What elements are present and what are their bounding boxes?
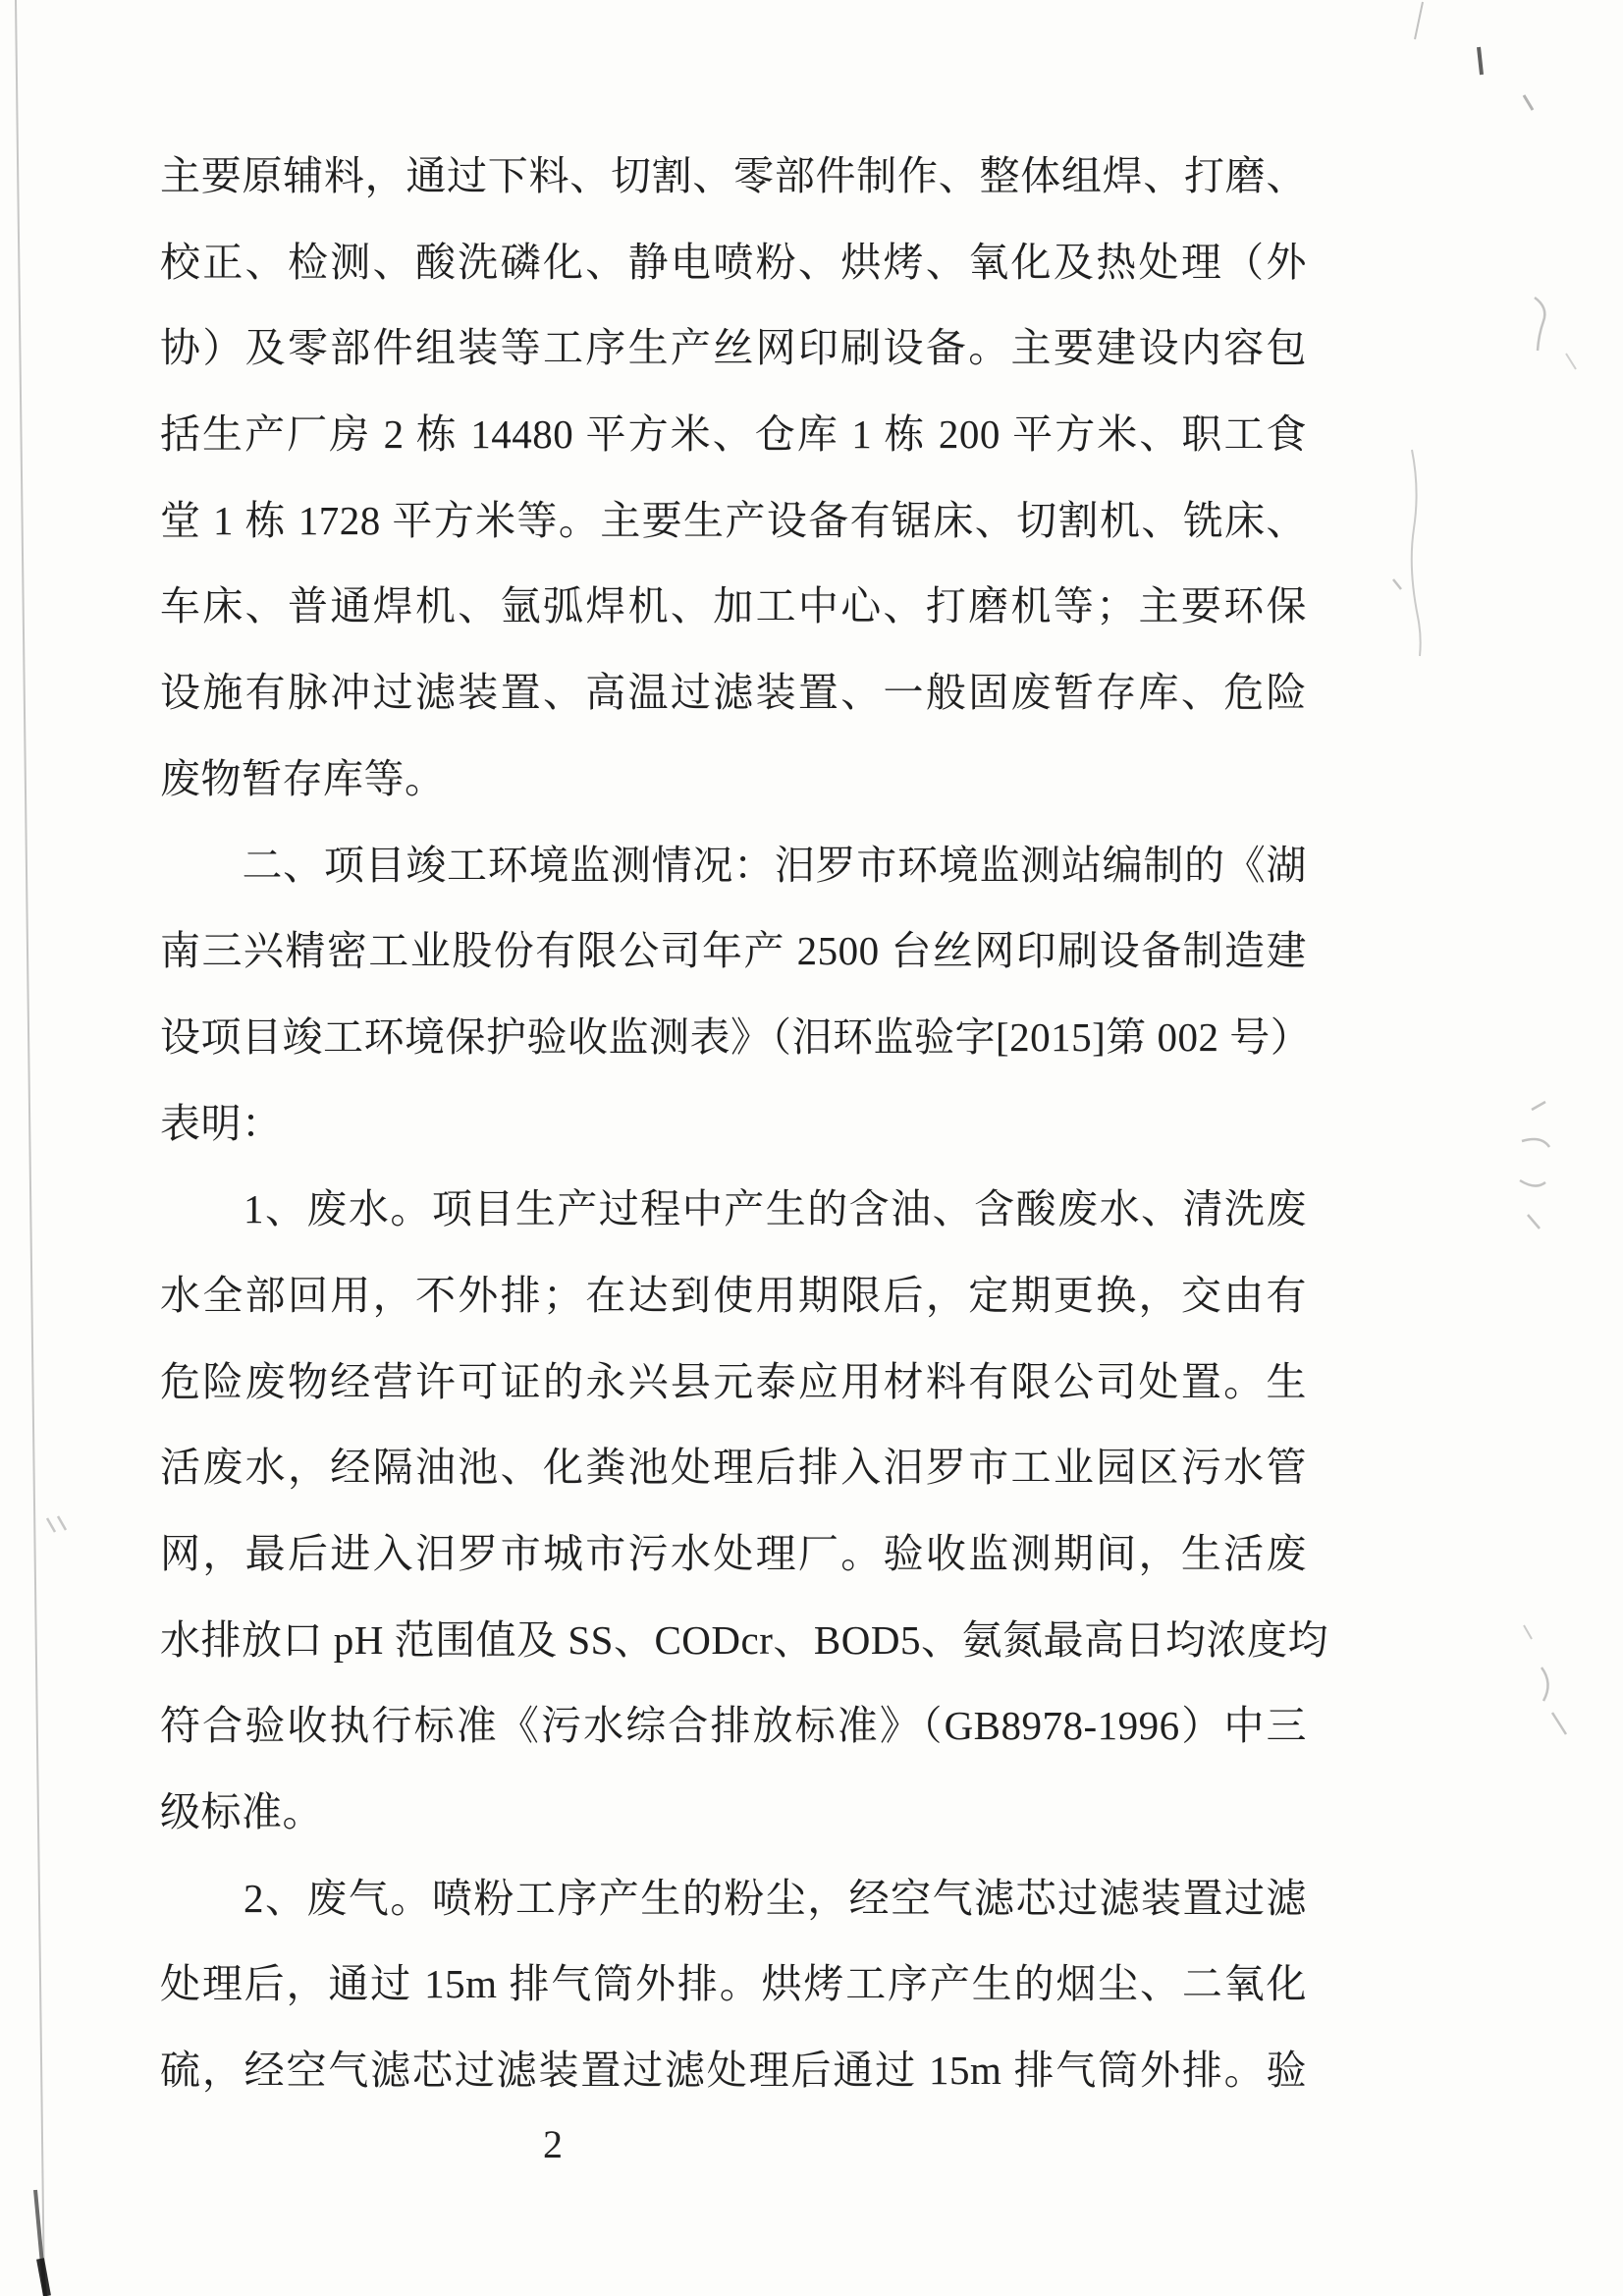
page-fold-line	[16, 0, 44, 2296]
text-line: 二、项目竣工环境监测情况：汨罗市环境监测站编制的《湖	[160, 842, 1307, 888]
scan-smudge	[1479, 47, 1482, 75]
document-body	[160, 134, 1328, 2114]
scan-pencil-line	[1412, 450, 1421, 656]
text-line: 协）及零部件组装等工序生产丝网印刷设备。主要建设内容包	[160, 325, 1307, 371]
scan-scribble	[1542, 1667, 1566, 1734]
text-line: 危险废物经营许可证的永兴县元泰应用材料有限公司处置。生	[160, 1358, 1307, 1404]
text-line: 1、废水。项目生产过程中产生的含油、含酸废水、清洗废	[160, 1186, 1307, 1232]
text-line: 表明：	[160, 1100, 283, 1146]
scan-smudge	[1524, 95, 1533, 110]
page-number: 2	[543, 2122, 563, 2166]
scan-smudge	[1566, 354, 1576, 369]
page-fold-line-dark	[35, 2190, 45, 2296]
scan-smudge	[1524, 1625, 1532, 1639]
text-line: 处理后，通过 15m 排气筒外排。烘烤工序产生的烟尘、二氧化	[160, 1961, 1307, 2007]
text-line: 设项目竣工环境保护验收监测表》（汨环监验字[2015]第 002 号）	[160, 1013, 1312, 1060]
text-line: 设施有脉冲过滤装置、高温过滤装置、一般固废暂存库、危险	[160, 670, 1307, 716]
scan-smudge	[1393, 579, 1401, 589]
text-line: 水全部回用，不外排；在达到使用期限后，定期更换，交由有	[160, 1272, 1307, 1318]
text-line: 南三兴精密工业股份有限公司年产 2500 台丝网印刷设备制造建	[160, 928, 1307, 974]
text-line: 硫，经空气滤芯过滤装置过滤处理后通过 15m 排气筒外排。验	[160, 2048, 1307, 2094]
text-line: 2、废气。喷粉工序产生的粉尘，经空气滤芯过滤装置过滤	[160, 1875, 1307, 1921]
text-line: 车床、普通焊机、氩弧焊机、加工中心、打磨机等；主要环保	[160, 583, 1307, 629]
scan-smudge	[1535, 298, 1544, 351]
text-line: 堂 1 栋 1728 平方米等。主要生产设备有锯床、切割机、铣床、	[160, 497, 1307, 543]
text-line: 括生产厂房 2 栋 14480 平方米、仓库 1 栋 200 平方米、职工食	[160, 411, 1307, 458]
text-line: 网，最后进入汨罗市城市污水处理厂。验收监测期间，生活废	[160, 1531, 1307, 1576]
text-line: 水排放口 pH 范围值及 SS、CODcr、BOD5、氨氮最高日均浓度均	[160, 1616, 1328, 1663]
text-line: 主要原辅料，通过下料、切割、零部件制作、整体组焊、打磨、	[160, 153, 1307, 198]
text-line: 废物暂存库等。	[160, 755, 446, 801]
text-line: 校正、检测、酸洗磷化、静电喷粉、烘烤、氧化及热处理（外	[160, 239, 1307, 285]
scan-scribble	[1520, 1102, 1549, 1229]
scan-smudge	[1415, 2, 1423, 39]
text-line: 级标准。	[160, 1789, 323, 1835]
page-corner-shadow	[40, 2259, 47, 2296]
text-line: 活废水，经隔油池、化粪池处理后排入汨罗市工业园区污水管	[160, 1445, 1307, 1491]
scan-smudge	[47, 1516, 66, 1532]
text-line: 符合验收执行标准《污水综合排放标准》（GB8978-1996）中三	[160, 1703, 1307, 1749]
